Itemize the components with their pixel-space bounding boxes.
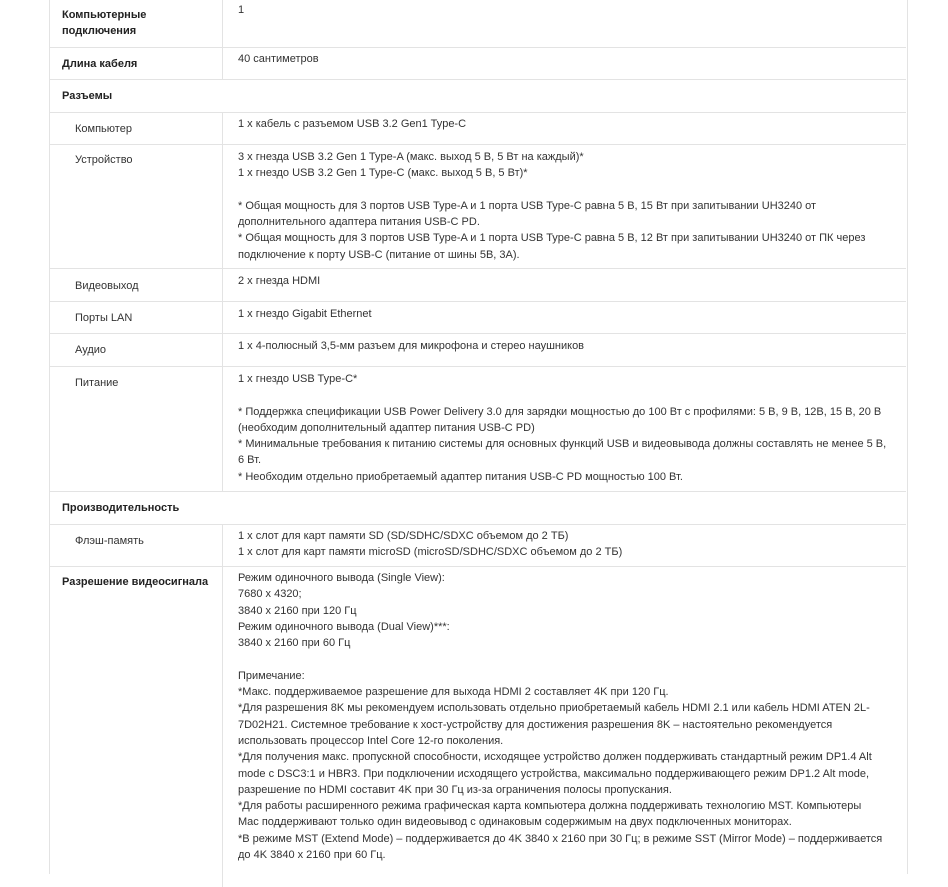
value-line: 3840 x 2160 при 120 Гц [238,604,357,617]
spec-label-audio: Аудио [75,344,107,356]
column-divider [222,302,223,333]
value-line: до 4K 3840 x 2160 при 60 Гц. [238,849,386,862]
value-line: * Необходим отдельно приобретаемый адаптер питания USB-C PD мощностью 100 Вт. [238,470,683,483]
value-line: *Для разрешения 8K мы рекомендуем использовать отдельно приобретаемый кабель HDMI 2.1 или кабель HDMI ATEN 2L- [238,702,870,715]
spec-label-connections: Компьютерные подключения [62,9,147,37]
value-line [238,182,865,198]
spec-row-computer [50,113,906,145]
column-divider [222,525,223,566]
spec-row-cable-length [50,48,906,80]
spec-value-video-resolution [238,570,882,863]
value-line: Режим одиночного вывода (Dual View)***: [238,620,450,633]
value-line: 7680 x 4320; [238,588,302,601]
column-divider [222,113,223,144]
value-line: mode с DSC3:1 и HBR3. При подключении исходящего устройства, максимально поддерживающего режим DP1.2 Alt mode, [238,767,870,780]
value-line [238,387,886,403]
section-title-performance: Производительность [62,502,180,514]
value-line: * Общая мощность для 3 портов USB Type-A и 1 порта USB Type-C равна 5 В, 15 Вт при запитывании UH3240 от [238,199,817,212]
value-line: * Минимальные требования к питанию системы для основных функций USB и видеовывода должны составлять не менее 5 В, [238,438,887,451]
spec-label-device: Устройство [75,154,133,166]
spec-value-audio: 1 x 4-полюсный 3,5-мм разъем для микрофона и стерео наушников [238,340,585,352]
spec-label-lan-ports: Порты LAN [75,312,133,324]
section-header-connectors [50,80,906,113]
value-line: 1 x гнездо USB 3.2 Gen 1 Type-C (макс. выход 5 В, 5 Вт)* [238,167,528,180]
value-line: подключение к порту USB-C (питание от шины 5В, 3А). [238,248,520,261]
spec-value-video-output: 2 x гнезда HDMI [238,275,321,287]
value-line: 3840 x 2160 при 60 Гц [238,637,351,650]
spec-value-device [238,149,865,263]
spec-value-power [238,371,886,485]
spec-value-flash-memory [238,528,622,561]
spec-label-power: Питание [75,377,119,389]
spec-label-video-resolution: Разрешение видеосигнала [62,576,209,588]
spec-row-power [50,367,906,492]
column-divider [222,334,223,366]
column-divider [222,567,223,887]
spec-value-lan-ports: 1 x гнездо Gigabit Ethernet [238,308,372,320]
value-line: 7D02H21. Системное требование к хост-устройству для достижения разрешения 8K – настоятельно рекомендуется [238,718,833,731]
value-line: * Общая мощность для 3 портов USB Type-A и 1 порта USB Type-C равна 5 В, 12 Вт при запитывании UH3240 от ПК через [238,232,866,245]
spec-value-connections: 1 [238,4,245,16]
value-line: (необходим дополнительный адаптер питания USB-C PD) [238,421,535,434]
value-line: дополнительного адаптера питания USB-C PD. [238,216,480,229]
spec-row-device [50,145,906,269]
value-line: *Для получения макс. пропускной способности, исходящее устройство должен поддерживать стандартный режим DP1.4 Alt [238,751,872,764]
column-divider [222,48,223,79]
value-line: * Поддержка спецификации USB Power Delivery 3.0 для зарядки мощностью до 100 Вт с профилями: 5 В, 9 В, 12В, 15 В, 20 В [238,405,882,418]
column-divider [222,145,223,268]
spec-value-computer: 1 x кабель с разъемом USB 3.2 Gen1 Type-C [238,118,467,130]
column-divider [222,269,223,301]
spec-label-cable-length: Длина кабеля [62,58,138,70]
value-line: Mac поддерживают только один видеовывод с одинаковым содержимым на двух подключенных мониторах. [238,816,792,829]
value-line: 3 x гнезда USB 3.2 Gen 1 Type-A (макс. выход 5 В, 5 Вт на каждый)* [238,151,584,163]
spec-label-video-output: Видеовыход [75,280,139,292]
column-divider [222,0,223,47]
value-line: 1 x слот для карт памяти microSD (microSD/SDHC/SDXC объемом до 2 ТБ) [238,546,623,559]
spec-row-video-resolution [50,567,906,887]
spec-row-lan-ports [50,302,906,334]
value-line: *Для работы расширенного режима графическая карта компьютера должна поддерживать технологию MST. Компьютеры [238,800,862,813]
column-divider [222,367,223,491]
value-line: использовать процессор Intel Core 12-го поколения. [238,734,504,747]
spec-row-flash-memory [50,525,906,567]
value-line: *В режиме MST (Extend Mode) – поддерживается до 4K 3840 x 2160 при 30 Гц; в режиме SST (Mirror Mode) – поддерживается [238,832,883,845]
value-line: Режим одиночного вывода (Single View): [238,572,445,584]
value-line: *Макс. поддерживаемое разрешение для выхода HDMI 2 составляет 4K при 120 Гц. [238,686,669,699]
value-line: 6 Вт. [238,454,262,467]
value-line: 1 x гнездо USB Type-C* [238,373,358,385]
spec-label-flash-memory: Флэш-память [75,535,144,547]
value-line: 1 x слот для карт памяти SD (SD/SDHC/SDXC объемом до 2 ТБ) [238,530,569,542]
section-title-connectors: Разъемы [62,90,113,102]
spec-row-connections [50,0,906,48]
spec-label-computer: Компьютер [75,123,132,135]
section-header-performance [50,492,906,525]
value-line: Примечание: [238,669,305,682]
spec-value-cable-length: 40 сантиметров [238,53,319,65]
value-line [238,651,882,667]
spec-row-video-output [50,269,906,302]
value-line: разрешение по HDMI составит 4K при 30 Гц из-за ограничения полосы пропускания. [238,783,672,796]
spec-row-audio [50,334,906,367]
